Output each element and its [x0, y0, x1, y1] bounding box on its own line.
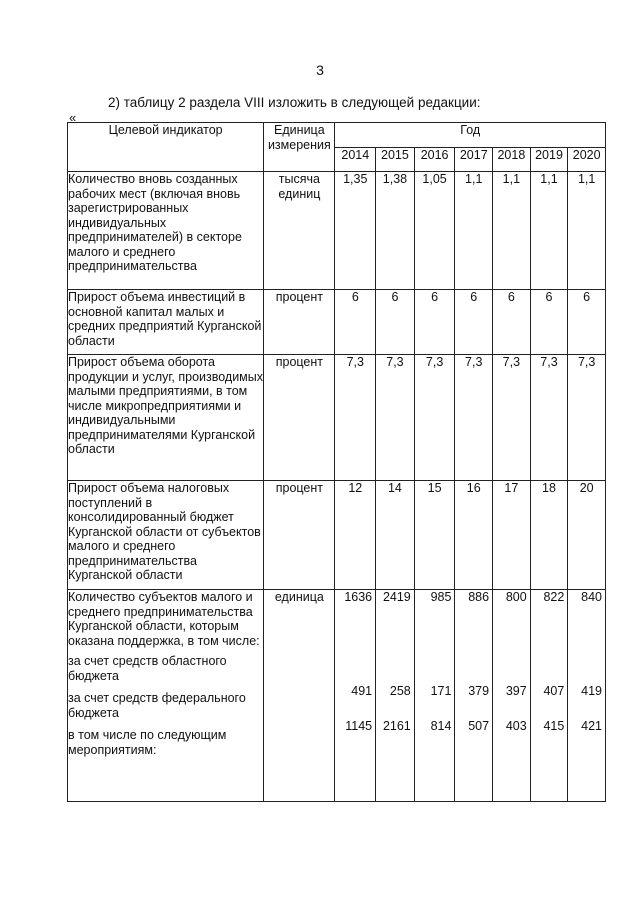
federal-budget-label: за счет средств федерального бюджета	[68, 691, 246, 720]
support-total-value: 886	[468, 590, 490, 604]
federal-budget-value: 507	[468, 719, 490, 733]
page-number: 3	[316, 62, 324, 78]
indicator-value: 7,3	[530, 355, 568, 481]
indicator-value: 6	[335, 290, 376, 355]
header-year-2015: 2015	[376, 148, 415, 172]
federal-budget-value: 814	[430, 719, 452, 733]
support-total-value: 985	[430, 590, 452, 604]
indicator-value: 17	[493, 481, 531, 590]
regional-budget-label: за счет средств областного бюджета	[68, 654, 227, 683]
indicator-value: 7,3	[414, 355, 455, 481]
support-indicator-cell	[68, 590, 264, 802]
indicator-value: 6	[530, 290, 568, 355]
regional-budget-value: 419	[581, 683, 602, 698]
federal-budget-value: 415	[543, 719, 565, 733]
support-total-value: 840	[581, 590, 602, 604]
header-year-2014: 2014	[335, 148, 376, 172]
indicator-name: Количество субъектов малого и среднего предпринимательства Курганской области, которым оказана поддержка, в том числе:	[68, 590, 260, 648]
target-indicators-table	[67, 122, 606, 802]
indicator-unit: процент	[264, 355, 335, 481]
federal-budget-value: 2161	[382, 719, 411, 733]
header-indicator: Целевой индикатор	[68, 123, 264, 172]
indicator-value: 14	[376, 481, 415, 590]
support-total-value: 2419	[382, 590, 411, 604]
indicator-unit: процент	[264, 481, 335, 590]
indicator-name: Прирост объема оборота продукции и услуг, производимых малыми предприятиями, в том числе микропредприятиями и индивидуальными предпринимателями Курганской области	[68, 355, 264, 481]
table-row	[68, 290, 606, 355]
indicator-value: 7,3	[568, 355, 606, 481]
support-values-2016	[414, 590, 455, 802]
indicator-value: 15	[414, 481, 455, 590]
indicator-value: 6	[455, 290, 493, 355]
regional-budget-value: 171	[430, 683, 452, 698]
support-values-2015	[376, 590, 415, 802]
indicator-value: 7,3	[376, 355, 415, 481]
regional-budget-value: 491	[351, 683, 373, 698]
indicator-value: 6	[376, 290, 415, 355]
indicator-value: 1,1	[568, 172, 606, 290]
header-year-2019: 2019	[530, 148, 568, 172]
regional-budget-value: 397	[505, 683, 527, 698]
indicator-name: Прирост объема инвестиций в основной капитал малых и средних предприятий Курганской области	[68, 290, 264, 355]
indicator-value: 7,3	[493, 355, 531, 481]
header-year-2020: 2020	[568, 148, 606, 172]
header-year: Год	[335, 123, 606, 148]
indicator-unit: процент	[264, 290, 335, 355]
support-total-value: 822	[543, 590, 565, 604]
support-total-value: 1636	[344, 590, 373, 604]
support-total-value: 800	[505, 590, 527, 604]
header-year-2016: 2016	[414, 148, 455, 172]
indicator-value: 6	[568, 290, 606, 355]
indicator-unit: тысяча единиц	[264, 172, 335, 290]
header-year-2017: 2017	[455, 148, 493, 172]
table-row	[68, 481, 606, 590]
opening-quote-mark: «	[69, 110, 77, 125]
federal-budget-value: 1145	[345, 719, 373, 733]
federal-budget-value: 403	[505, 719, 527, 733]
support-values-2014	[335, 590, 376, 802]
indicator-value: 1,38	[376, 172, 415, 290]
support-values-2020	[568, 590, 606, 802]
indicator-unit: единица	[264, 590, 335, 802]
regional-budget-value: 407	[543, 683, 565, 698]
regional-budget-value: 258	[389, 683, 411, 698]
support-values-2017	[455, 590, 493, 802]
header-year-2018: 2018	[493, 148, 531, 172]
table-row	[68, 172, 606, 290]
support-values-2019	[530, 590, 568, 802]
support-values-2018	[493, 590, 531, 802]
indicator-value: 1,05	[414, 172, 455, 290]
measures-label: в том числе по следующим мероприятиям:	[68, 728, 227, 757]
indicator-value: 7,3	[335, 355, 376, 481]
table-row	[68, 590, 606, 802]
indicator-value: 1,35	[335, 172, 376, 290]
indicator-value: 12	[335, 481, 376, 590]
indicator-value: 20	[568, 481, 606, 590]
indicator-value: 6	[414, 290, 455, 355]
indicator-name: Прирост объема налоговых поступлений в консолидированный бюджет Курганской области от субъектов малого и среднего предпринимательства Курганской области	[68, 481, 264, 590]
indicator-value: 7,3	[455, 355, 493, 481]
indicator-value: 16	[455, 481, 493, 590]
table-row	[68, 355, 606, 481]
indicator-value: 1,1	[530, 172, 568, 290]
federal-budget-value: 421	[581, 719, 602, 733]
regional-budget-value: 379	[468, 683, 490, 698]
indicator-name: Количество вновь созданных рабочих мест (включая вновь зарегистрированных индивидуальных предпринимателей) в секторе малого и среднего предпринимательства	[68, 172, 264, 290]
header-unit: Единица измерения	[264, 123, 335, 172]
amendment-intro-text: 2) таблицу 2 раздела VIII изложить в следующей редакции:	[108, 95, 481, 110]
indicator-value: 18	[530, 481, 568, 590]
indicator-value: 6	[493, 290, 531, 355]
indicator-value: 1,1	[455, 172, 493, 290]
indicator-value: 1,1	[493, 172, 531, 290]
